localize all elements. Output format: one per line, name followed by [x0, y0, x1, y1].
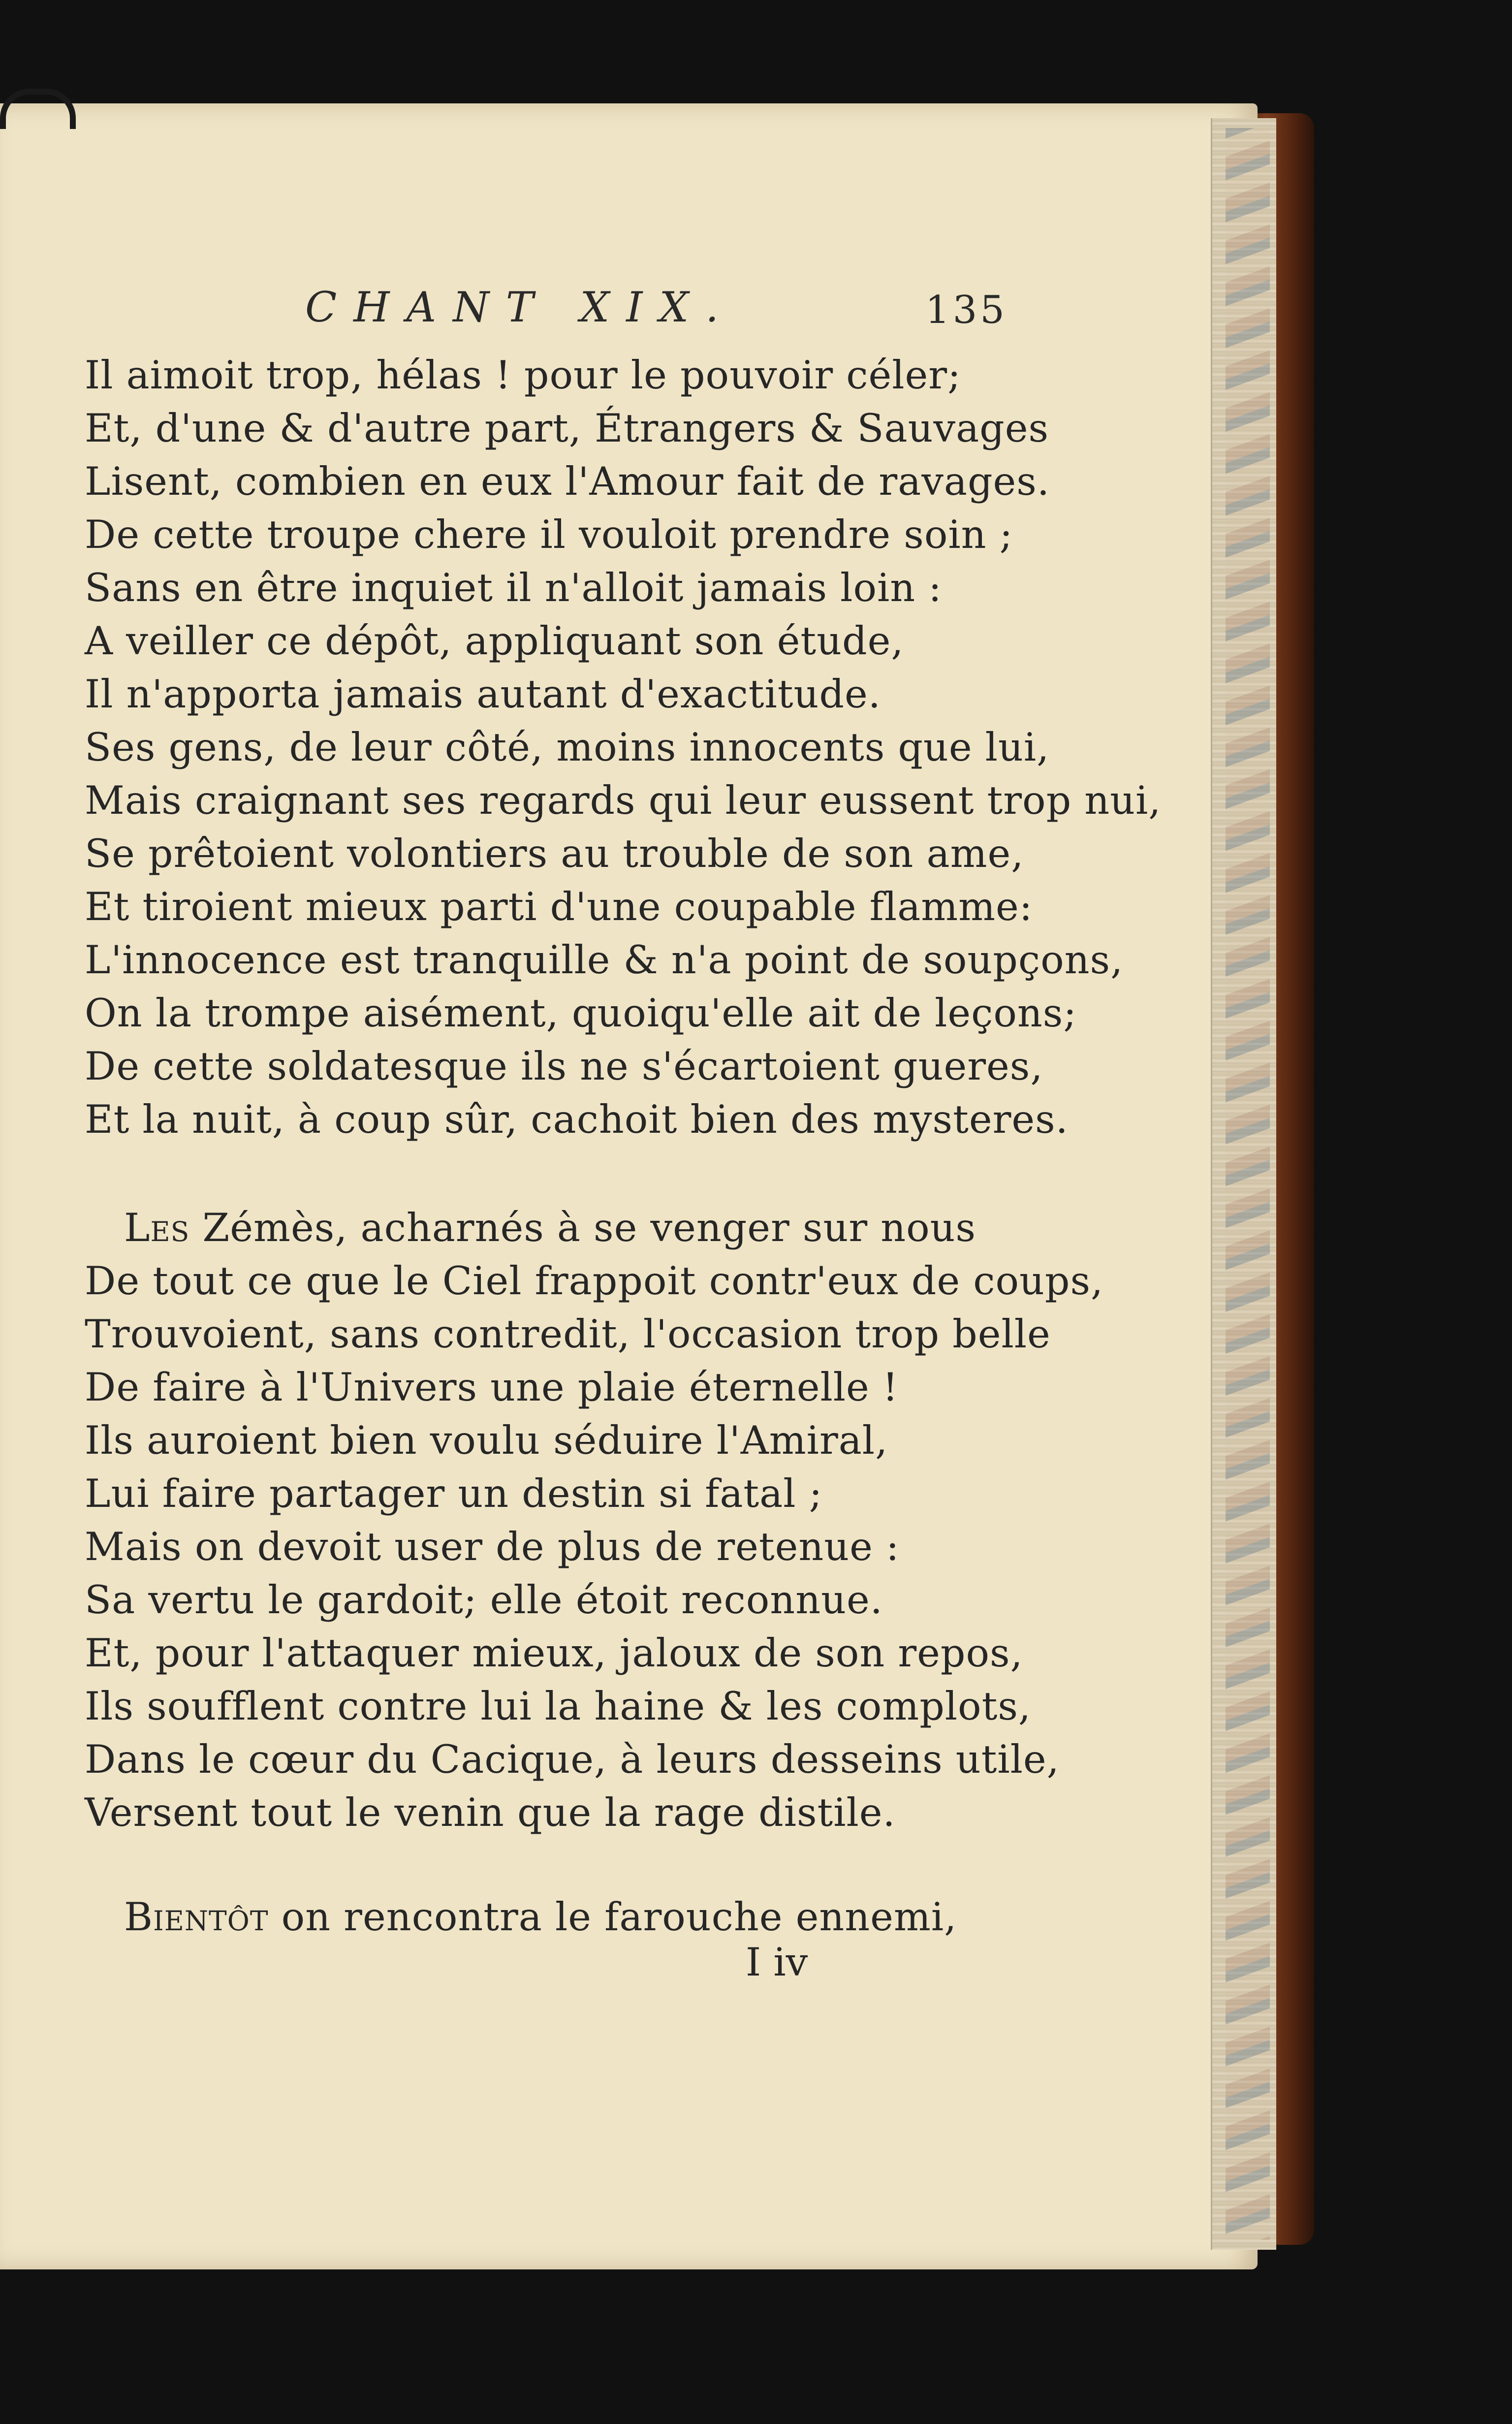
verse-line: Trouvoient, sans contredit, l'occasion trop belle — [85, 1311, 1051, 1357]
verse-line: Sa vertu le gardoit; elle étoit reconnue. — [85, 1577, 883, 1623]
running-header: CHANT XIX. — [305, 283, 735, 331]
verse-line: Et, d'une & d'autre part, Étrangers & Sauvages — [85, 406, 1049, 451]
small-caps-lead: Bientôt — [124, 1894, 269, 1940]
verse-line: Mais on devoit user de plus de retenue : — [85, 1524, 900, 1569]
marbled-edge — [1226, 128, 1270, 2240]
small-caps-lead: Les — [124, 1205, 190, 1250]
verse-line: Et la nuit, à coup sûr, cachoit bien des mysteres. — [85, 1097, 1069, 1142]
verse-line: Ils auroient bien voulu séduire l'Amiral, — [85, 1418, 888, 1463]
verse-line: De cette troupe chere il vouloit prendre soin ; — [85, 512, 1013, 557]
verse-line: Il n'apporta jamais autant d'exactitude. — [85, 671, 881, 717]
verse-line-rest: Zémès, acharnés à se venger sur nous — [189, 1205, 976, 1250]
verse-line: L'innocence est tranquille & n'a point de soupçons, — [85, 937, 1124, 983]
page-number: 135 — [925, 288, 1008, 332]
verse-line: De faire à l'Univers une plaie éternelle ! — [85, 1365, 899, 1410]
verse-line: De cette soldatesque ils ne s'écartoient gueres, — [85, 1044, 1043, 1089]
verse-line: Lisent, combien en eux l'Amour fait de ravages. — [85, 459, 1050, 504]
verse-line-first — [85, 1201, 1069, 1254]
verse-line: Sans en être inquiet il n'alloit jamais loin : — [85, 565, 942, 610]
verse-line: De tout ce que le Ciel frappoit contr'eux de coups, — [85, 1258, 1104, 1304]
verse-line-first — [85, 1890, 1069, 1944]
verse-line: Mais craignant ses regards qui leur eussent trop nui, — [85, 778, 1162, 823]
verse-line: Lui faire partager un destin si fatal ; — [85, 1471, 823, 1516]
verse-line: On la trompe aisément, quoiqu'elle ait de leçons; — [85, 990, 1077, 1036]
verse-line: Se prêtoient volontiers au trouble de son ame, — [85, 831, 1024, 876]
verse-line-rest: on rencontra le farouche ennemi, — [268, 1894, 957, 1940]
stanza-2 — [85, 1201, 1104, 1839]
verse-line: A veiller ce dépôt, appliquant son étude, — [85, 618, 904, 664]
signature-mark: I iv — [746, 1940, 808, 1985]
verse-line: Et tiroient mieux parti d'une coupable flamme: — [85, 884, 1033, 929]
ribbon-loop — [0, 89, 76, 129]
verse-line: Dans le cœur du Cacique, à leurs desseins utile, — [85, 1737, 1060, 1782]
verse-line: Il aimoit trop, hélas ! pour le pouvoir céler; — [85, 352, 961, 398]
verse-line: Et, pour l'attaquer mieux, jaloux de son repos, — [85, 1630, 1023, 1676]
stanza-3 — [85, 1890, 1069, 1944]
stanza-1 — [85, 349, 1162, 1146]
verse-line: Versent tout le venin que la rage distile. — [85, 1790, 896, 1835]
verse-line: Ils soufflent contre lui la haine & les complots, — [85, 1684, 1032, 1729]
verse-line: Ses gens, de leur côté, moins innocents que lui, — [85, 725, 1050, 770]
